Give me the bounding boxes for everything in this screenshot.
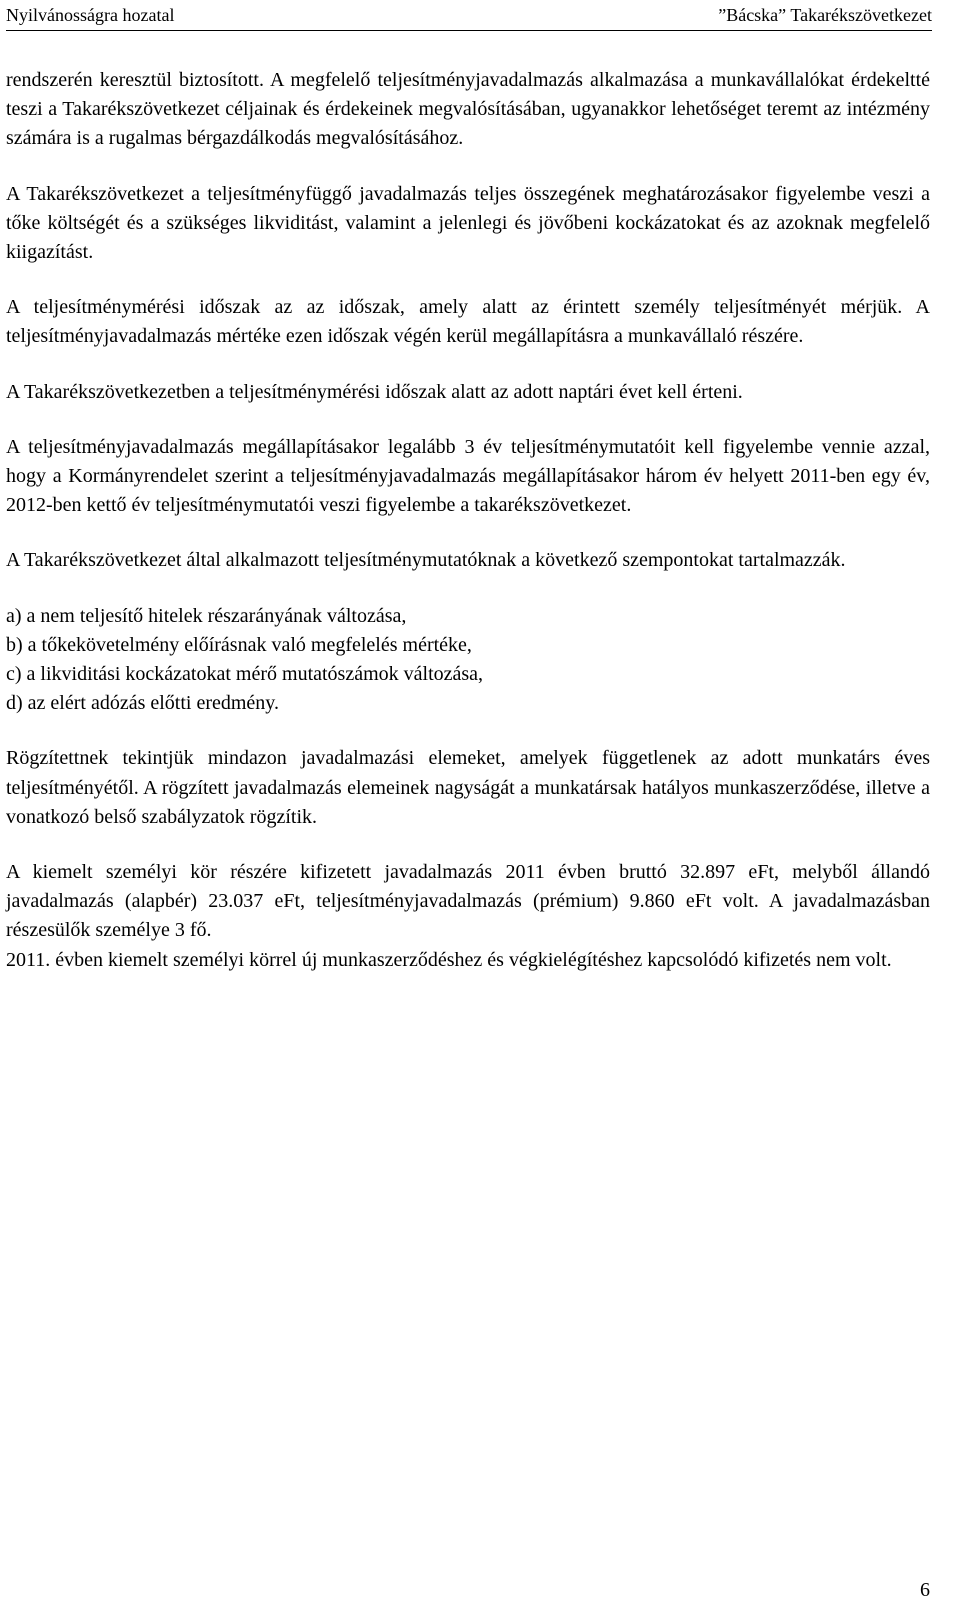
page-header bbox=[6, 4, 954, 32]
list-item: b) a tőkekövetelmény előírásnak való megfelelés mértéke, bbox=[6, 633, 472, 656]
paragraph-three-years: A teljesítményjavadalmazás megállapításakor legalább 3 év teljesítménymutatóit kell figyelembe vennie azzal, hogy a Kormányrendelet szerint a teljesítményjavadalmazás megállapításakor három év helyett 2011-ben egy év, 2012-ben kettő év teljesítménymutatói veszi figyelembe a takarékszövetkezet. bbox=[6, 435, 930, 517]
paragraph-fixed-pay: Rögzítettnek tekintjük mindazon javadalmazási elemeket, amelyek függetlenek az adott munkatárs éves teljesítményétől. A rögzített javadalmazás elemeinek nagyságát a munkatársak hatályos munkaszerződése, illetve a vonatkozó belső szabályzatok rögzítik. bbox=[6, 747, 930, 828]
header-divider bbox=[6, 30, 932, 31]
list-item: c) a likviditási kockázatokat mérő mutatószámok változása, bbox=[6, 663, 484, 686]
paragraph-intro: rendszerén keresztül biztosított. A megfelelő teljesítményjavadalmazás alkalmazása a munkavállalókat érdekeltté teszi a Takarékszövetkezet céljainak és érdekeinek megvalósításában, ugyanakkor lehetőséget teremt az intézmény számára is a rugalmas bérgazdálkodás megvalósításához. bbox=[6, 69, 930, 150]
list-item: d) az elért adózás előtti eredmény. bbox=[6, 692, 280, 715]
document-body bbox=[6, 66, 930, 1001]
paragraph-severance: 2011. évben kiemelt személyi körrel új munkaszerződéshez és végkielégítéshez kapcsolódó kifizetés nem volt. bbox=[6, 948, 892, 971]
list-item: a) a nem teljesítő hitelek részarányának változása, bbox=[6, 604, 407, 627]
paragraph-variable-pay: A Takarékszövetkezet a teljesítményfüggő javadalmazás teljes összegének meghatározásakor figyelembe veszi a tőke költségét és a szükséges likviditást, valamint a jelenlegi és jövőbeni kockázatokat és az azoknak megfelelő kiigazítást. bbox=[6, 182, 930, 264]
page-number: 6 bbox=[920, 1579, 930, 1601]
paragraph-indicators-intro: A Takarékszövetkezet által alkalmazott teljesítménymutatóknak a következő szempontokat tartalmazzák. bbox=[6, 549, 846, 572]
header-right-text: ”Bácska” Takarékszövetkezet bbox=[718, 5, 932, 25]
paragraph-measurement-period: A teljesítménymérési időszak az az időszak, amely alatt az érintett személy teljesítményét mérjük. A teljesítményjavadalmazás mértéke ezen időszak végén kerül megállapításra a munkavállaló részére. bbox=[6, 296, 930, 348]
indicator-list bbox=[6, 602, 930, 719]
paragraph-remuneration-amounts: A kiemelt személyi kör részére kifizetett javadalmazás 2011 évben bruttó 32.897 eFt, melyből állandó javadalmazás (alapbér) 23.037 eFt, teljesítményjavadalmazás (prémium) 9.860 eFt volt. A javadalmazásban részesülők személye 3 fő. bbox=[6, 861, 930, 942]
paragraph-calendar-year: A Takarékszövetkezetben a teljesítménymérési időszak alatt az adott naptári évet kell érteni. bbox=[6, 380, 743, 403]
header-left-text: Nyilvánosságra hozatal bbox=[6, 5, 175, 25]
